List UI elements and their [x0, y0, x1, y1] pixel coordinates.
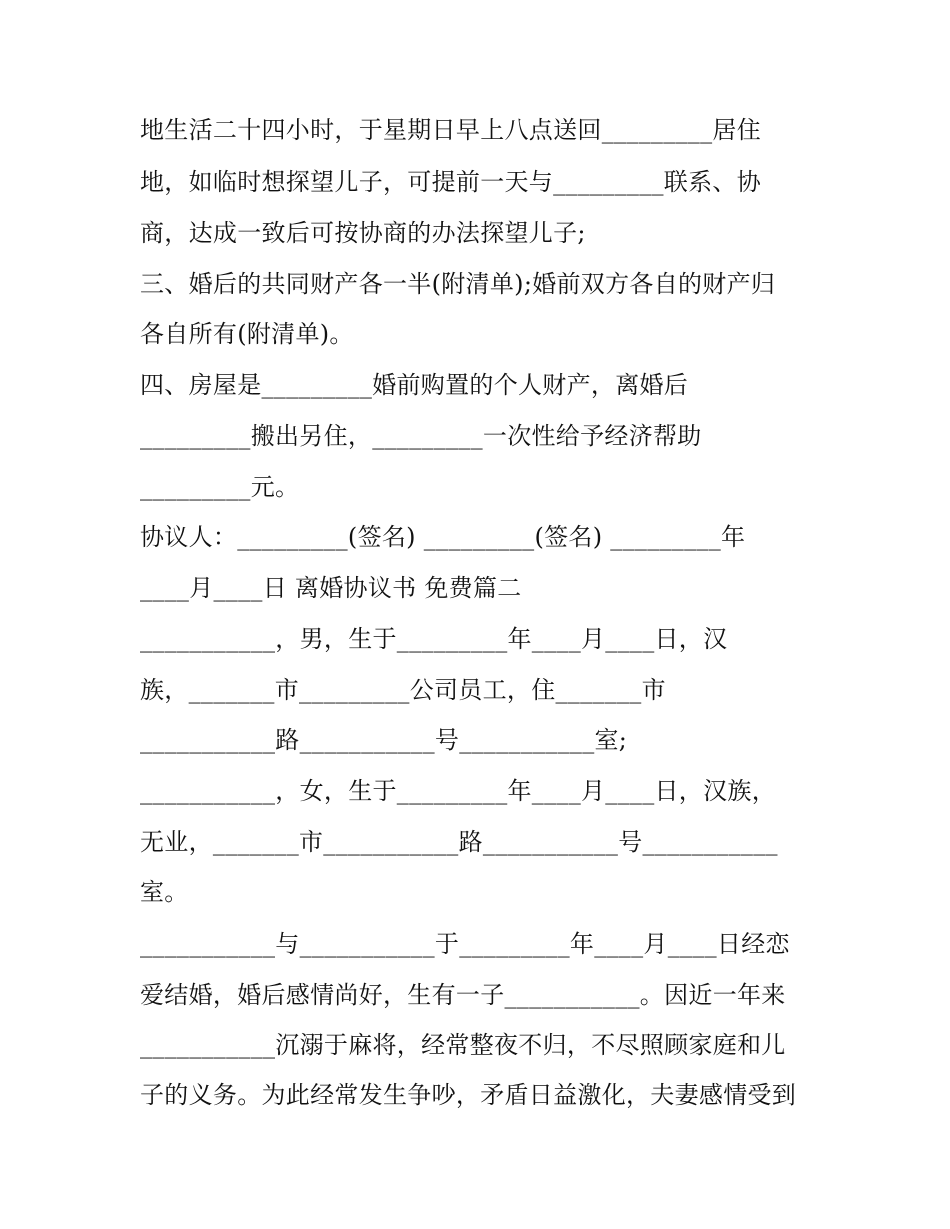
text-line: 族，_______市_________公司员工，住_______市 — [140, 676, 666, 704]
text-line: ____月____日 离婚协议书 免费篇二 — [140, 574, 522, 602]
text-line: 三、婚后的共同财产各一半(附清单);婚前双方各自的财产归 — [140, 270, 776, 298]
text-line: 商，达成一致后可按协商的办法探望儿子; — [140, 219, 586, 247]
text-line: 各自所有(附清单)。 — [140, 320, 354, 348]
text-line: _________元。 — [140, 473, 300, 501]
text-line: ___________，男，生于_________年____月____日，汉 — [140, 625, 728, 653]
text-line: ___________与___________于_________年____月____日经恋 — [140, 930, 790, 958]
text-line: 室。 — [140, 878, 189, 906]
text-line: _________搬出另住，_________一次性给予经济帮助 — [140, 422, 702, 450]
text-line: 地生活二十四小时，于星期日早上八点送回_________居住 — [140, 116, 761, 144]
text-line: ___________，女，生于_________年____月____日，汉族， — [140, 777, 776, 805]
text-line: 协议人：_________(签名) _________(签名) _________年 — [140, 523, 746, 551]
text-line: ___________沉溺于麻将，经常整夜不归，不尽照顾家庭和儿 — [140, 1031, 786, 1059]
text-line: 爱结婚，婚后感情尚好，生有一子___________。因近一年来 — [140, 981, 786, 1009]
text-line: 四、房屋是_________婚前购置的个人财产，离婚后 — [140, 371, 689, 399]
text-line: 无业，_______市___________路___________号___________ — [140, 828, 778, 856]
text-line: 地，如临时想探望儿子，可提前一天与_________联系、协 — [140, 168, 761, 196]
text-line: 子的义务。为此经常发生争吵，矛盾日益激化，夫妻感情受到 — [140, 1081, 797, 1109]
text-line: ___________路___________号___________室; — [140, 726, 628, 754]
